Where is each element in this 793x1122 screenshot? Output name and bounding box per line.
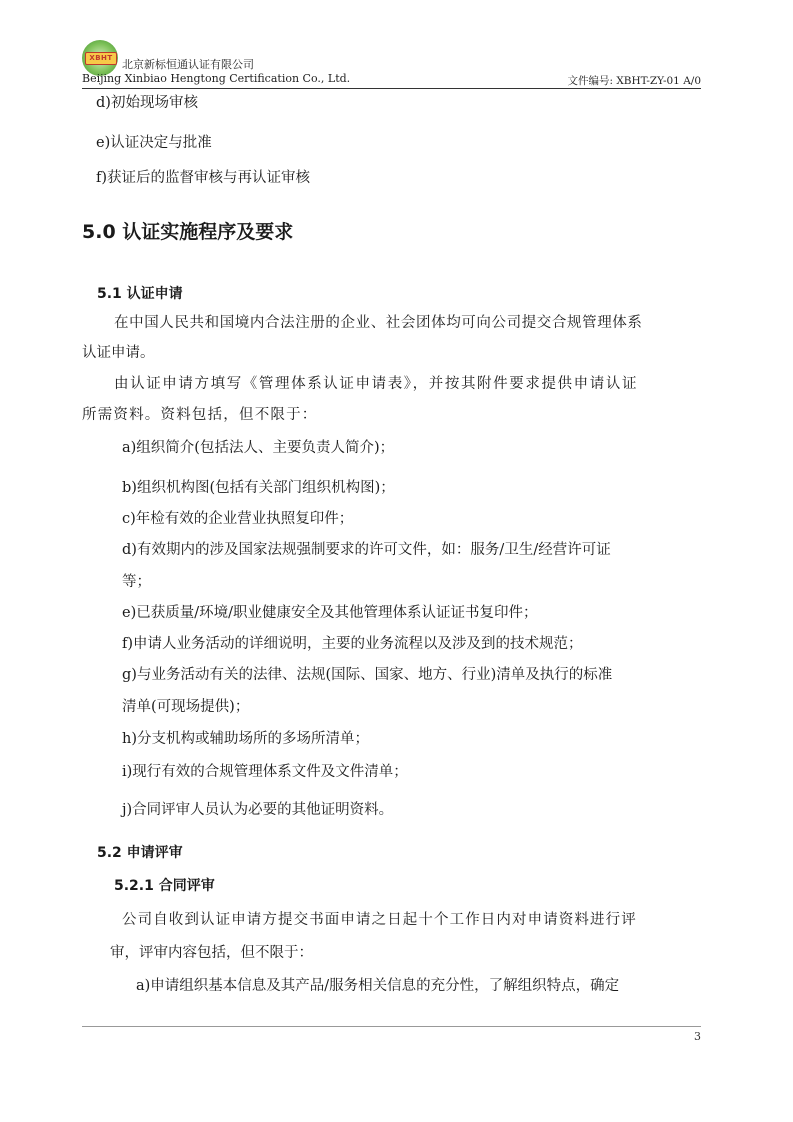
paragraph-line: 在中国人民共和国境内合法注册的企业、社会团体均可向公司提交合规管理体系	[114, 315, 643, 331]
page-number: 3	[694, 1030, 701, 1043]
company-name-en: Beijing Xinbiao Hengtong Certification Co., Ltd.	[82, 72, 351, 85]
page-header	[82, 40, 701, 88]
list-item: e)认证决定与批准	[96, 135, 212, 151]
list-item: d)初始现场审核	[96, 95, 198, 111]
list-item: a)组织简介(包括法人、主要负责人简介)；	[122, 440, 395, 456]
company-logo	[82, 40, 118, 76]
list-item: g)与业务活动有关的法律、法规(国际、国家、地方、行业)清单及执行的标准	[122, 667, 613, 683]
list-item: h)分支机构或辅助场所的多场所清单；	[122, 731, 369, 747]
paragraph-line: 由认证申请方填写《管理体系认证申请表》，并按其附件要求提供申请认证	[114, 376, 639, 392]
list-item: e)已获质量/环境/职业健康安全及其他管理体系认证证书复印件；	[122, 605, 538, 621]
list-item: b)组织机构图(包括有关部门组织机构图)；	[122, 480, 395, 496]
list-item: c)年检有效的企业营业执照复印件；	[122, 511, 354, 527]
company-name-cn: 北京新标恒通认证有限公司	[122, 58, 254, 71]
paragraph-line: 认证申请。	[82, 345, 155, 361]
section-title: 5.0 认证实施程序及要求	[82, 221, 294, 243]
list-item: i)现行有效的合规管理体系文件及文件清单；	[122, 764, 408, 780]
paragraph-line: 所需资料。资料包括，但不限于：	[82, 407, 318, 423]
list-item: 等；	[122, 574, 151, 590]
subsection-title-5-2: 5.2 申请评审	[97, 845, 183, 861]
document-number: 文件编号: XBHT-ZY-01 A/0	[567, 75, 701, 87]
list-item: a)申请组织基本信息及其产品/服务相关信息的充分性，了解组织特点，确定	[136, 978, 620, 994]
paragraph-line: 公司自收到认证申请方提交书面申请之日起十个工作日内对申请资料进行评	[122, 912, 637, 928]
list-item: f)获证后的监督审核与再认证审核	[96, 170, 311, 186]
subsection-title-5-2-1: 5.2.1 合同评审	[114, 878, 215, 894]
list-item: f)申请人业务活动的详细说明，主要的业务流程以及涉及到的技术规范；	[122, 636, 583, 652]
paragraph-line: 审，评审内容包括，但不限于：	[110, 945, 313, 961]
subsection-title-5-1: 5.1 认证申请	[97, 286, 183, 302]
list-item: 清单(可现场提供)；	[122, 699, 250, 715]
logo-text: XBHT	[85, 52, 117, 65]
list-item: d)有效期内的涉及国家法规强制要求的许可文件，如：服务/卫生/经营许可证	[122, 542, 611, 558]
list-item: j)合同评审人员认为必要的其他证明资料。	[122, 802, 394, 818]
footer-divider	[82, 1026, 701, 1027]
header-divider	[82, 88, 701, 89]
